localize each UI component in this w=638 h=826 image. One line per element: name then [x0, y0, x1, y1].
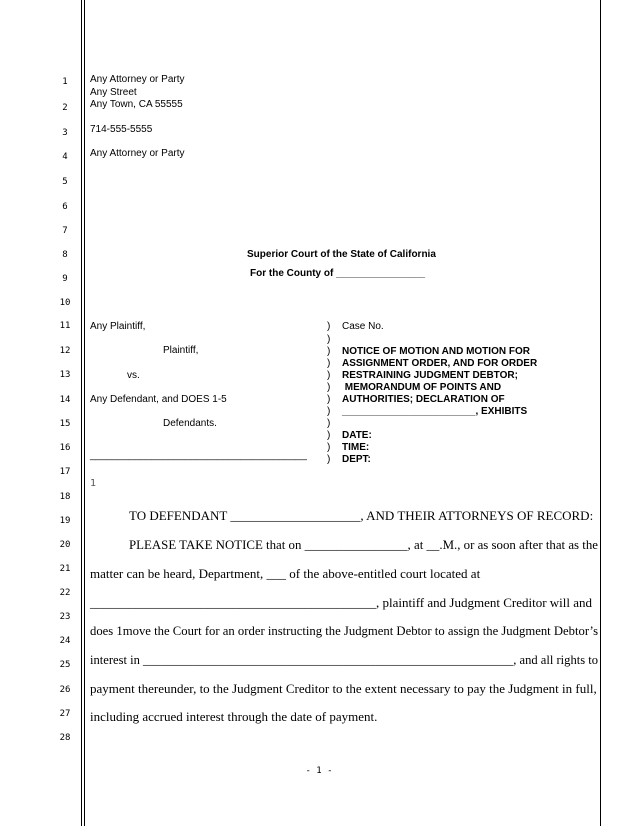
body-line: including accrued interest through the date of payment.: [90, 709, 378, 724]
footnote-marker: 1: [90, 478, 97, 489]
line-number: 2: [62, 103, 68, 113]
attorney-for: Any Attorney or Party: [90, 148, 185, 159]
line-number: 22: [59, 588, 71, 598]
line-number: 9: [62, 274, 68, 284]
hearing-date-label: DATE:: [342, 430, 372, 441]
line-number: 3: [62, 128, 68, 138]
caption-paren: ): [327, 358, 331, 369]
line-number: 8: [62, 250, 68, 260]
document-title-line: ASSIGNMENT ORDER, AND FOR ORDER: [342, 358, 538, 369]
hearing-dept-label: DEPT:: [342, 454, 371, 465]
case-number-label: Case No.: [342, 321, 384, 332]
defendant-name: Any Defendant, and DOES 1-5: [90, 394, 227, 405]
court-county: For the County of ________________: [250, 268, 426, 279]
body-line: TO DEFENDANT ____________________, AND THEIR ATTORNEYS OF RECORD:: [129, 508, 594, 523]
line-number: 14: [59, 395, 71, 405]
caption-paren: ): [327, 454, 331, 465]
left-margin-line-inner: [84, 0, 85, 826]
line-number: 18: [59, 492, 71, 502]
attorney-phone: 714-555-5555: [90, 124, 153, 135]
plaintiff-name: Any Plaintiff,: [90, 321, 146, 332]
versus-label: vs.: [127, 370, 140, 381]
right-margin-line: [600, 0, 601, 826]
body-line: payment thereunder, to the Judgment Creditor to the extent necessary to pay the Judgment in full,: [90, 681, 597, 696]
line-number: 25: [59, 660, 71, 670]
line-number: 13: [59, 370, 71, 380]
line-number: 15: [59, 419, 71, 429]
line-number: 21: [59, 564, 71, 574]
line-number: 19: [59, 516, 71, 526]
caption-paren: ): [327, 370, 331, 381]
page-number: - 1 -: [305, 766, 333, 776]
defendant-role: Defendants.: [163, 418, 217, 429]
document-title-line: ________________________, EXHIBITS: [342, 406, 528, 417]
line-number: 28: [59, 733, 71, 743]
body-line: PLEASE TAKE NOTICE that on ________________, at __.M., or as soon after that as the: [129, 537, 598, 552]
body-line: ____________________________________________, plaintiff and Judgment Creditor will and: [90, 595, 593, 610]
caption-paren: ): [327, 406, 331, 417]
document-title-line: AUTHORITIES; DECLARATION OF: [342, 394, 505, 405]
plaintiff-role: Plaintiff,: [163, 345, 199, 356]
attorney-street: Any Street: [90, 87, 137, 98]
caption-paren: ): [327, 334, 331, 345]
caption-paren: ): [327, 418, 331, 429]
left-margin-line-outer: [81, 0, 82, 826]
attorney-name: Any Attorney or Party: [90, 74, 185, 85]
attorney-city: Any Town, CA 55555: [90, 99, 183, 110]
line-number: 17: [59, 467, 71, 477]
line-number: 20: [59, 540, 71, 550]
body-line: does 1move the Court for an order instructing the Judgment Debtor to assign the Judgment Debtor’s: [90, 623, 598, 638]
line-number: 12: [59, 346, 71, 356]
body-line: interest in ___________________________________________________________, and all rights to: [90, 652, 598, 667]
court-name: Superior Court of the State of California: [247, 249, 436, 260]
caption-paren: ): [327, 346, 331, 357]
document-title-line: MEMORANDUM OF POINTS AND: [342, 382, 502, 393]
line-number: 7: [62, 226, 68, 236]
hearing-time-label: TIME:: [342, 442, 370, 453]
caption-paren: ): [327, 382, 331, 393]
line-number: 27: [59, 709, 71, 719]
caption-rule: _______________________________________: [90, 450, 307, 461]
body-line: matter can be heard, Department, ___ of the above-entitled court located at: [90, 566, 481, 581]
caption-paren: ): [327, 430, 331, 441]
line-number: 23: [59, 612, 71, 622]
line-number: 10: [59, 298, 71, 308]
caption-paren: ): [327, 321, 331, 332]
caption-paren: ): [327, 442, 331, 453]
document-title-line: NOTICE OF MOTION AND MOTION FOR: [342, 346, 530, 357]
line-number: 6: [62, 202, 68, 212]
line-number: 16: [59, 443, 71, 453]
caption-paren: ): [327, 394, 331, 405]
line-number: 24: [59, 636, 71, 646]
line-number: 26: [59, 685, 71, 695]
line-number: 1: [62, 77, 68, 87]
line-number: 11: [59, 321, 71, 331]
line-number: 5: [62, 177, 68, 187]
document-title-line: RESTRAINING JUDGMENT DEBTOR;: [342, 370, 518, 381]
line-number: 4: [62, 152, 68, 162]
